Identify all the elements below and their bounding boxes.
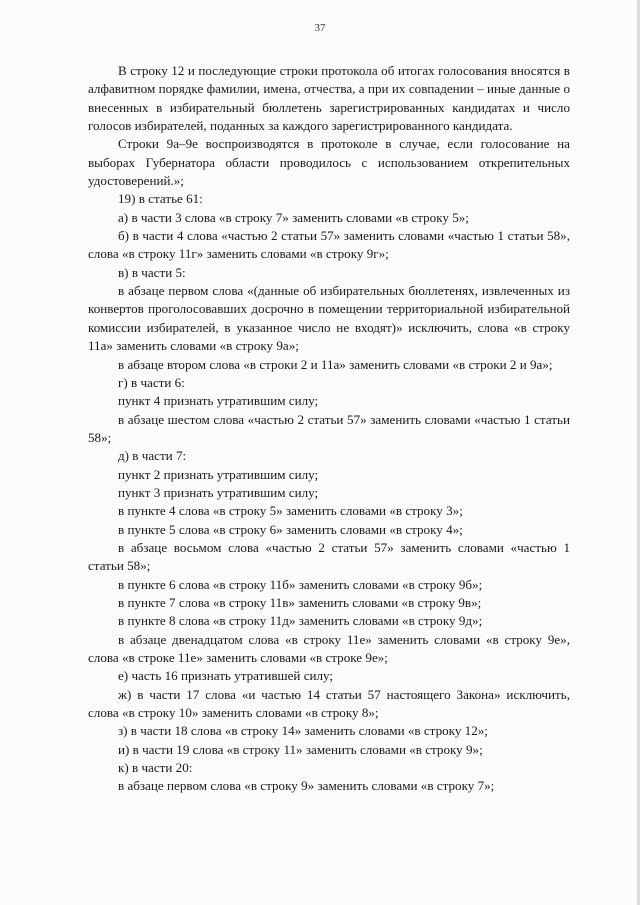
paragraph: б) в части 4 слова «частью 2 статьи 57» заменить словами «частью 1 статьи 58», слова «в строку 11г» заменить словами «в строку 9г»; bbox=[88, 228, 570, 262]
paragraph: в абзаце первом слова «в строку 9» заменить словами «в строку 7»; bbox=[118, 778, 495, 794]
paragraph: в пункте 5 слова «в строку 6» заменить словами «в строку 4»; bbox=[118, 521, 463, 537]
paragraph: в) в части 5: bbox=[118, 264, 186, 280]
paragraph: ж) в части 17 слова «и частью 14 статьи 57 настоящего Закона» исключить, слова «в строку 10» заменить словами «в строку 8»; bbox=[88, 686, 570, 721]
paragraph: г) в части 6: bbox=[118, 374, 185, 390]
paragraph: В строку 12 и последующие строки протокола об итогах голосования вносятся в алфавитном порядке фамилии, имена, отчества, а при их совпадении – иные данные о внесенных в избирательный бюллетень зарегистрированных кандидатах и число голосов избирателей, поданных за каждого зарегистрированного кандидата. bbox=[88, 63, 570, 134]
document-body bbox=[88, 62, 570, 796]
paragraph: з) в части 18 слова «в строку 14» заменить словами «в строку 12»; bbox=[118, 723, 488, 739]
paragraph: а) в части 3 слова «в строку 7» заменить словами «в строку 5»; bbox=[118, 209, 469, 225]
paragraph: е) часть 16 признать утратившей силу; bbox=[118, 668, 334, 684]
paragraph: в пункте 4 слова «в строку 5» заменить словами «в строку 3»; bbox=[118, 503, 463, 519]
paragraph: пункт 2 признать утратившим силу; bbox=[118, 466, 319, 482]
paragraph: в абзаце двенадцатом слова «в строку 11е» заменить словами «в строку 9е», слова «в строке 11е» заменить словами «в строке 9е»; bbox=[88, 631, 570, 665]
paragraph: и) в части 19 слова «в строку 11» заменить словами «в строку 9»; bbox=[118, 741, 483, 757]
paragraph: в абзаце шестом слова «частью 2 статьи 57» заменить словами «частью 1 статьи 58»; bbox=[88, 411, 570, 445]
paragraph: в пункте 7 слова «в строку 11в» заменить словами «в строку 9в»; bbox=[118, 594, 482, 610]
paragraph: пункт 3 признать утратившим силу; bbox=[118, 484, 319, 500]
paragraph: 19) в статье 61: bbox=[118, 191, 203, 207]
paragraph: к) в части 20: bbox=[118, 760, 193, 776]
paragraph: в пункте 8 слова «в строку 11д» заменить словами «в строку 9д»; bbox=[118, 613, 483, 629]
paragraph: в абзаце первом слова «(данные об избирательных бюллетенях, извлеченных из конвертов проголосовавших досрочно в помещении территориальной избирательной комиссии избирателей, в указанное число не входят)» исключить, слова «в строку 11а» заменить словами «в строку 9а»; bbox=[88, 283, 570, 354]
paragraph: Строки 9а–9е воспроизводятся в протоколе в случае, если голосование на выборах Губернатора области проводилось с использованием открепительных удостоверений.»; bbox=[88, 136, 570, 189]
paragraph: в абзаце втором слова «в строки 2 и 11а» заменить словами «в строки 2 и 9а»; bbox=[118, 356, 553, 372]
paragraph: в абзаце восьмом слова «частью 2 статьи 57» заменить словами «частью 1 статьи 58»; bbox=[88, 539, 570, 574]
paragraph: пункт 4 признать утратившим силу; bbox=[118, 393, 319, 409]
page-number: 37 bbox=[314, 22, 326, 34]
paragraph: д) в части 7: bbox=[118, 448, 187, 464]
paragraph: в пункте 6 слова «в строку 11б» заменить словами «в строку 9б»; bbox=[118, 576, 483, 592]
